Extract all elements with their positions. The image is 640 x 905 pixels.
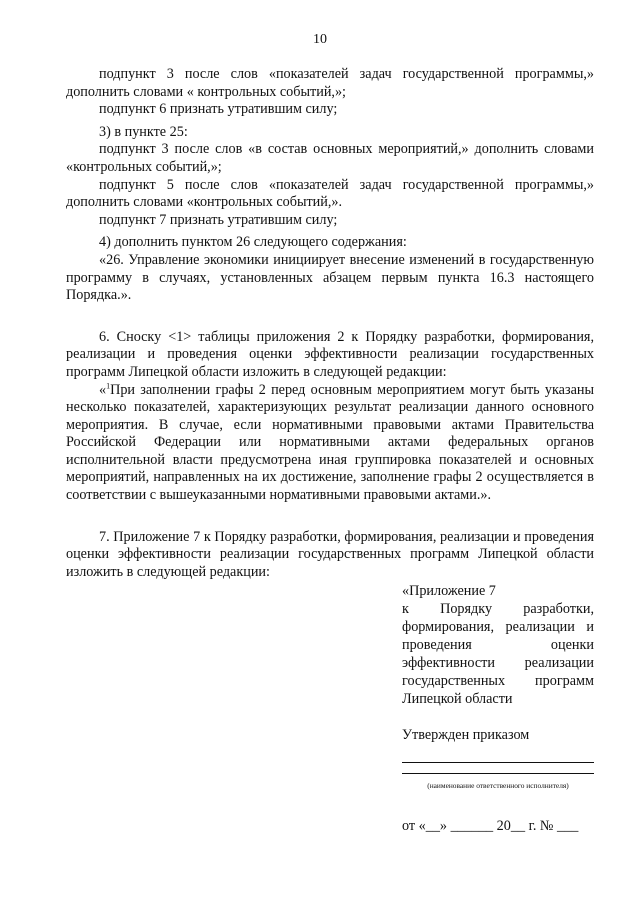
paragraph: подпункт 3 после слов «в состав основных мероприятий,» дополнить словами «контрольных событий,»; [66, 141, 594, 175]
page-number: 10 [313, 32, 327, 47]
appendix-line: эффективности реализации [402, 655, 594, 671]
appendix-line: Липецкой области [402, 691, 513, 707]
paragraph: подпункт 6 признать утратившим силу; [99, 101, 338, 118]
appendix-title: «Приложение 7 [402, 583, 496, 599]
appendix-line: государственных программ [402, 673, 594, 689]
paragraph: «26. Управление экономики инициирует внесение изменений в государственную программу в случаях, установленных абзацем первым пункта 16.3 настоящего Порядка.». [66, 251, 594, 304]
appendix-header [402, 582, 594, 835]
paragraph: 3) в пункте 25: [99, 123, 188, 140]
footnote-paragraph [66, 382, 594, 505]
signature-line [402, 746, 594, 763]
appendix-line: формирования, реализации и [402, 619, 594, 635]
approved-label: Утвержден приказом [402, 727, 530, 743]
appendix-line: проведения оценки [402, 637, 594, 653]
paragraph: 4) дополнить пунктом 26 следующего содержания: [99, 234, 407, 251]
paragraph: подпункт 7 признать утратившим силу; [99, 211, 338, 228]
paragraph: подпункт 5 после слов «показателей задач государственной программы,» дополнить словами «контрольных событий,». [66, 176, 594, 211]
footnote-open-quote: « [99, 381, 107, 398]
paragraph: подпункт 3 после слов «показателей задач государственной программы,» дополнить словами « контрольных событий,»; [66, 66, 594, 100]
footnote-marker: 1 [106, 380, 111, 390]
paragraph: 7. Приложение 7 к Порядку разработки, формирования, реализации и проведения оценки эффективности реализации государственных программ Липецкой области изложить в следующей редакции: [66, 528, 594, 580]
appendix-line: к Порядку разработки, [402, 601, 594, 617]
paragraph: 6. Сноску <1> таблицы приложения 2 к Порядку разработки, формирования, реализации и проведения оценки эффективности реализации государственных программ Липецкой области изложить в следующей редакции: [66, 328, 594, 380]
footnote-text: При заполнении графы 2 перед основным мероприятием могут быть указаны несколько показателей, характеризующих результат реализации данного основного мероприятия. В случае, если нормативными правовыми актами Правительства Российской Федерации или нормативными актами федеральных органов исполнительной власти предусмотрена иная группировка показателей и основных мероприятий, направленных на их достижение, заполнение графы 2 осуществляется в соответствии с вышеуказанными нормативными правовыми актами.». [66, 381, 594, 504]
signature-line [402, 763, 594, 774]
document-body [66, 66, 594, 581]
executor-caption: (наименование ответственного исполнителя) [427, 781, 569, 790]
date-number-line: от «__» ______ 20__ г. № ___ [402, 818, 579, 834]
